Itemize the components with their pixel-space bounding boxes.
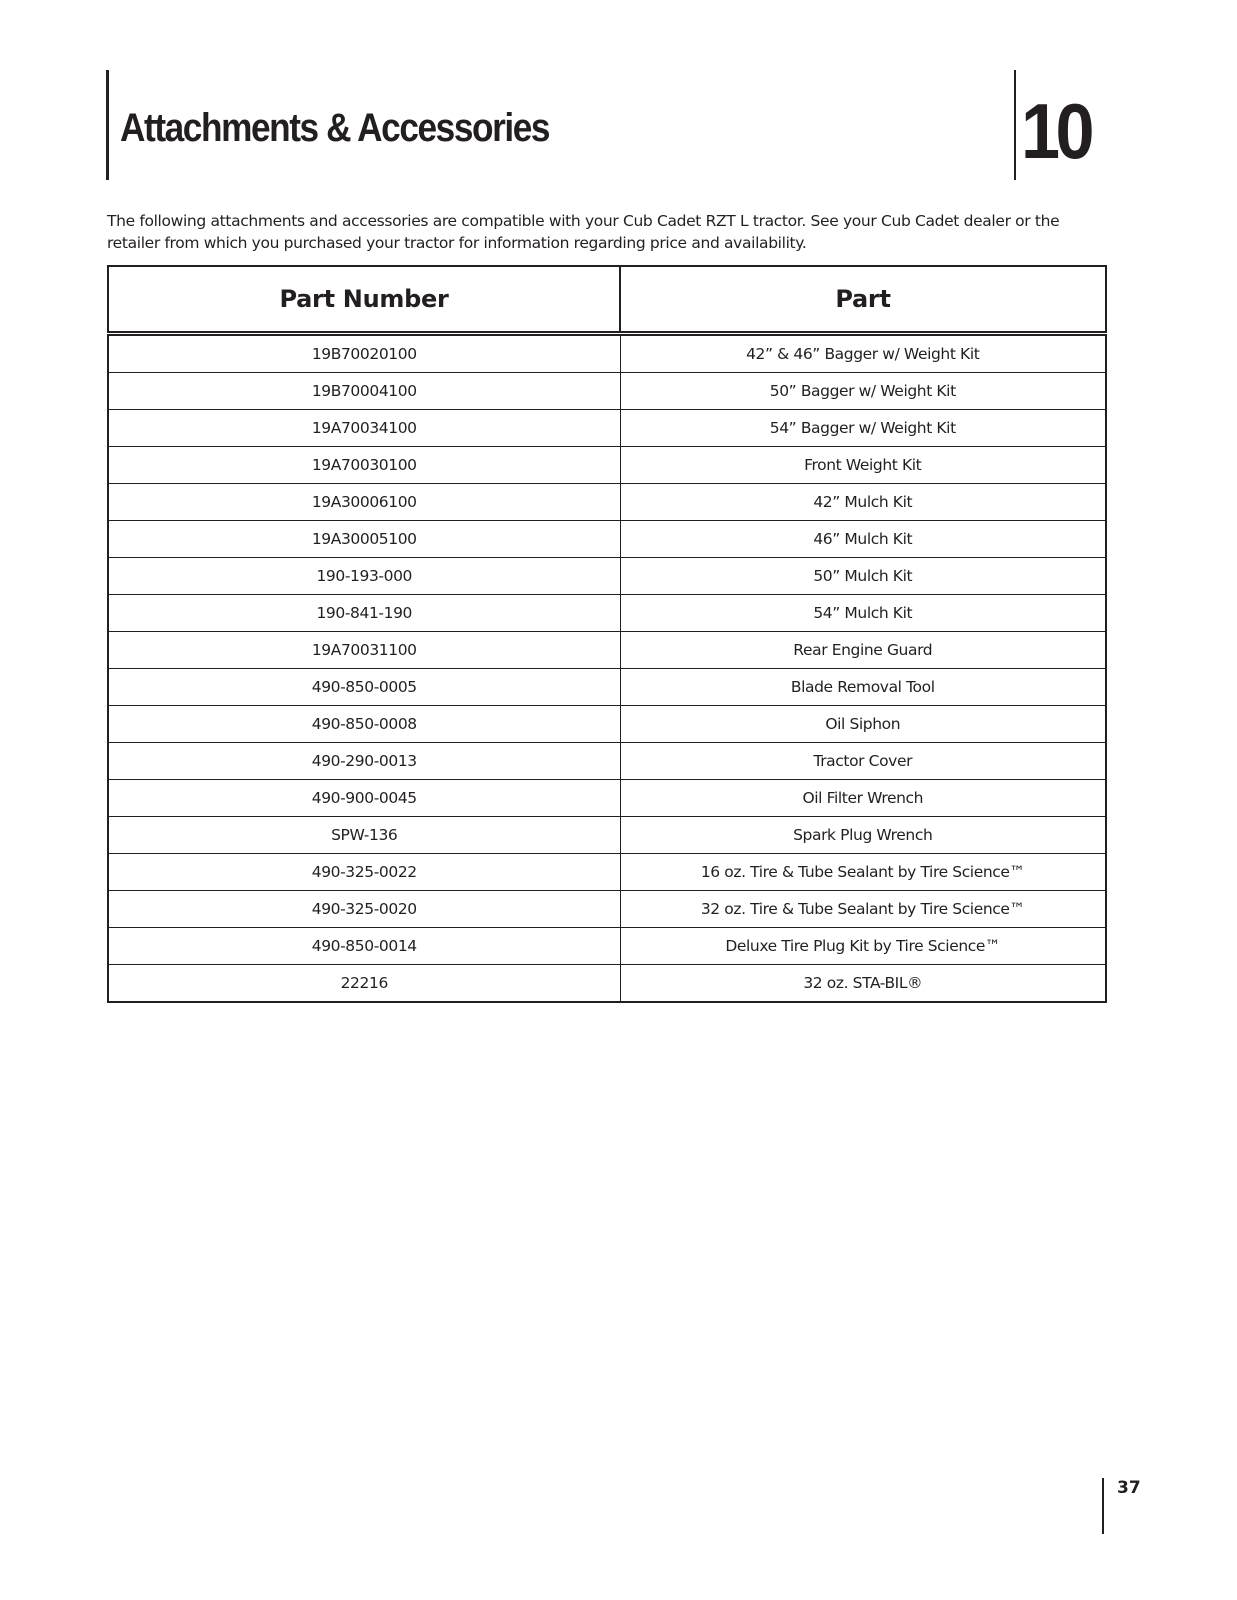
table-row xyxy=(108,928,1106,965)
page-title: Attachments & Accessories xyxy=(120,106,550,150)
part-name-cell: 42” & 46” Bagger w/ Weight Kit xyxy=(620,334,1106,373)
part-number-cell: 19B70004100 xyxy=(108,373,620,410)
table-row xyxy=(108,521,1106,558)
parts-table xyxy=(107,265,1107,1003)
table-row xyxy=(108,706,1106,743)
part-name-cell: 16 oz. Tire & Tube Sealant by Tire Science™ xyxy=(620,854,1106,891)
title-rule xyxy=(106,70,109,180)
part-name-cell: Oil Siphon xyxy=(620,706,1106,743)
part-number-cell: 190-841-190 xyxy=(108,595,620,632)
part-name-cell: Deluxe Tire Plug Kit by Tire Science™ xyxy=(620,928,1106,965)
table-row xyxy=(108,373,1106,410)
part-name-cell: Front Weight Kit xyxy=(620,447,1106,484)
part-number-cell: 22216 xyxy=(108,965,620,1003)
part-name-cell: Spark Plug Wrench xyxy=(620,817,1106,854)
part-name-cell: 32 oz. STA-BIL® xyxy=(620,965,1106,1003)
table-row xyxy=(108,743,1106,780)
part-number-cell: 19A70034100 xyxy=(108,410,620,447)
part-number-cell: 490-900-0045 xyxy=(108,780,620,817)
table-row xyxy=(108,854,1106,891)
part-number-cell: SPW-136 xyxy=(108,817,620,854)
table-row xyxy=(108,447,1106,484)
part-number-cell: 190-193-000 xyxy=(108,558,620,595)
part-number-cell: 490-850-0008 xyxy=(108,706,620,743)
part-number-cell: 19A70030100 xyxy=(108,447,620,484)
part-number-cell: 19A70031100 xyxy=(108,632,620,669)
part-number-cell: 19B70020100 xyxy=(108,334,620,373)
table-row xyxy=(108,891,1106,928)
part-number-cell: 19A30005100 xyxy=(108,521,620,558)
parts-table-body xyxy=(108,334,1106,1003)
part-number-cell: 19A30006100 xyxy=(108,484,620,521)
table-row xyxy=(108,780,1106,817)
table-row xyxy=(108,669,1106,706)
part-name-cell: 50” Mulch Kit xyxy=(620,558,1106,595)
part-name-cell: 54” Mulch Kit xyxy=(620,595,1106,632)
table-row xyxy=(108,817,1106,854)
table-row xyxy=(108,334,1106,373)
part-name-cell: Rear Engine Guard xyxy=(620,632,1106,669)
part-name-cell: Oil Filter Wrench xyxy=(620,780,1106,817)
part-number-cell: 490-325-0022 xyxy=(108,854,620,891)
part-name-cell: 32 oz. Tire & Tube Sealant by Tire Science™ xyxy=(620,891,1106,928)
chapter-rule xyxy=(1014,70,1016,180)
part-name-cell: 50” Bagger w/ Weight Kit xyxy=(620,373,1106,410)
part-number-cell: 490-325-0020 xyxy=(108,891,620,928)
table-row xyxy=(108,410,1106,447)
page-number-rule xyxy=(1102,1478,1104,1534)
page-number: 37 xyxy=(1117,1478,1141,1498)
header-part: Part xyxy=(620,266,1106,334)
part-name-cell: 42” Mulch Kit xyxy=(620,484,1106,521)
table-row xyxy=(108,965,1106,1003)
intro-paragraph: The following attachments and accessories are compatible with your Cub Cadet RZT L tractor. See your Cub Cadet dealer or the retailer from which you purchased your tractor for information regarding price and availability. xyxy=(107,212,1060,252)
part-name-cell: 46” Mulch Kit xyxy=(620,521,1106,558)
part-number-cell: 490-850-0005 xyxy=(108,669,620,706)
part-number-cell: 490-290-0013 xyxy=(108,743,620,780)
table-row xyxy=(108,558,1106,595)
table-header-row xyxy=(108,266,1106,334)
chapter-number: 10 xyxy=(1021,87,1091,175)
part-name-cell: Blade Removal Tool xyxy=(620,669,1106,706)
table-row xyxy=(108,595,1106,632)
part-name-cell: 54” Bagger w/ Weight Kit xyxy=(620,410,1106,447)
part-name-cell: Tractor Cover xyxy=(620,743,1106,780)
header-part-number: Part Number xyxy=(108,266,620,334)
table-row xyxy=(108,484,1106,521)
table-row xyxy=(108,632,1106,669)
part-number-cell: 490-850-0014 xyxy=(108,928,620,965)
